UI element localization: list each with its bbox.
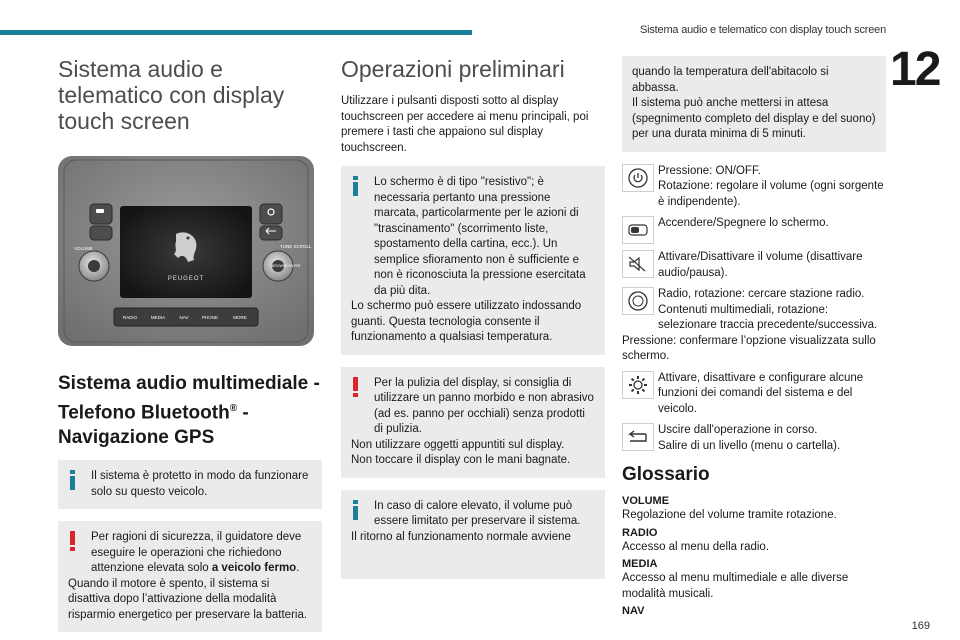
glossary-definition: Regolazione del volume tramite rotazione. bbox=[622, 509, 837, 521]
info-note: In caso di calore elevato, il volume può essere limitato per preservare il sistema. Il ritorno al funzionamento normale avviene bbox=[341, 490, 605, 580]
glossary-list bbox=[622, 494, 886, 618]
brand-label: PEUGEOT bbox=[167, 276, 205, 282]
nav-button-label: NAV bbox=[179, 315, 189, 320]
control-item: Pressione: ON/OFF. Rotazione: regolare il volume (ogni sorgente è indipendente). bbox=[622, 164, 886, 211]
control-item: Attivare, disattivare e configurare alcune funzioni dei comandi del sistema e del veicolo. bbox=[622, 371, 886, 418]
info-icon bbox=[70, 470, 80, 490]
column-2 bbox=[341, 56, 605, 591]
running-header: Sistema audio e telematico con display touch screen bbox=[640, 24, 886, 36]
section-title: Sistema audio e telematico con display touch screen bbox=[58, 56, 285, 134]
column-1 bbox=[58, 56, 322, 640]
head-unit-illustration bbox=[58, 156, 314, 346]
volume-knob-label: VOLUME bbox=[74, 246, 94, 251]
browse-knob-label: BROWSE ENTER bbox=[272, 264, 301, 268]
warning-note: Per ragioni di sicurezza, il guidatore deve eseguire le operazioni che richiedono attenzione elevata solo a veicolo fermo. Quando il motore è spento, il sistema si disattiva dopo l’attivazione della modalità risparmio energetico per preservare la batteria. bbox=[58, 521, 322, 632]
intro-paragraph: Utilizzare i pulsanti disposti sotto al display touchscreen per accedere ai menu principali, poi premere i tasti che appaiono sul display touchscreen. bbox=[341, 95, 589, 154]
subsection-title: Sistema audio multimediale - Telefono Bluetooth® - Navigazione GPS bbox=[58, 373, 320, 449]
info-note: Il sistema è protetto in modo da funzionare solo su questo veicolo. bbox=[58, 460, 322, 509]
info-icon bbox=[353, 500, 363, 520]
glossary-definition: Accesso al menu multimediale e alle diverse modalità musicali. bbox=[622, 572, 849, 600]
control-item: Uscire dall'operazione in corso. Salire di un livello (menu o cartella). bbox=[622, 423, 886, 454]
power-knob-icon bbox=[622, 164, 654, 192]
glossary-term: MEDIA bbox=[622, 558, 658, 570]
settings-gear-icon bbox=[622, 371, 654, 399]
glossary-term: NAV bbox=[622, 605, 645, 617]
info-icon bbox=[353, 176, 363, 196]
phone-button-label: PHONE bbox=[201, 315, 219, 320]
glossary-term: VOLUME bbox=[622, 495, 670, 507]
warning-icon bbox=[353, 377, 363, 397]
screen-toggle-icon bbox=[622, 216, 654, 244]
control-item: Attivare/Disattivare il volume (disattivare audio/pausa). bbox=[622, 250, 886, 281]
header-accent-bar bbox=[0, 30, 472, 35]
more-button-label: MORE bbox=[233, 315, 247, 320]
control-item: Radio, rotazione: cercare stazione radio. Contenuti multimediali, rotazione: selezionare traccia precedente/successiva. Pressione: confermare l’opzione visualizzata sullo schermo. bbox=[622, 288, 878, 362]
mute-icon bbox=[622, 250, 654, 278]
media-button-label: MEDIA bbox=[150, 315, 166, 320]
column-3 bbox=[622, 56, 886, 618]
radio-button-label: RADIO bbox=[122, 315, 138, 320]
browse-knob-icon bbox=[622, 287, 654, 315]
page-number: 169 bbox=[911, 620, 930, 632]
section-title: Operazioni preliminari bbox=[341, 56, 565, 82]
info-note-continued: quando la temperatura dell'abitacolo si abbassa. Il sistema può anche mettersi in attesa (spegnimento completo del display e del suono) per una durata minima di 5 minuti. bbox=[622, 56, 886, 152]
glossary-term: RADIO bbox=[622, 526, 658, 539]
back-arrow-icon bbox=[622, 423, 654, 451]
glossary-title: Glossario bbox=[622, 464, 710, 485]
warning-note: Per la pulizia del display, si consiglia di utilizzare un panno morbido e non abrasivo (ad es. panno per occhiali) senza prodotti di pulizia. Non utilizzare oggetti appuntiti sul display. Non toccare il display con le mani bagnate. bbox=[341, 367, 605, 478]
info-note: Lo schermo è di tipo "resistivo"; è necessaria pertanto una pressione marcata, particolarmente per le azioni di "trascinamento" (scorrimento liste, spostamento della cartina, ecc.). Un semplice sfioramento non è sufficiente e non è riconosciuta la pressione esercitata da più dita. Lo schermo può essere utilizzato indossando guanti. Questa tecnologia consente il funzionamento a qualsiasi temperatura. bbox=[341, 166, 605, 355]
tune-knob-label: TUNE SCROLL bbox=[280, 244, 312, 249]
control-item: Accendere/Spegnere lo schermo. bbox=[622, 216, 886, 244]
glossary-definition: Accesso al menu della radio. bbox=[622, 540, 770, 553]
warning-icon bbox=[70, 531, 80, 551]
chapter-number: 12 bbox=[890, 43, 940, 96]
